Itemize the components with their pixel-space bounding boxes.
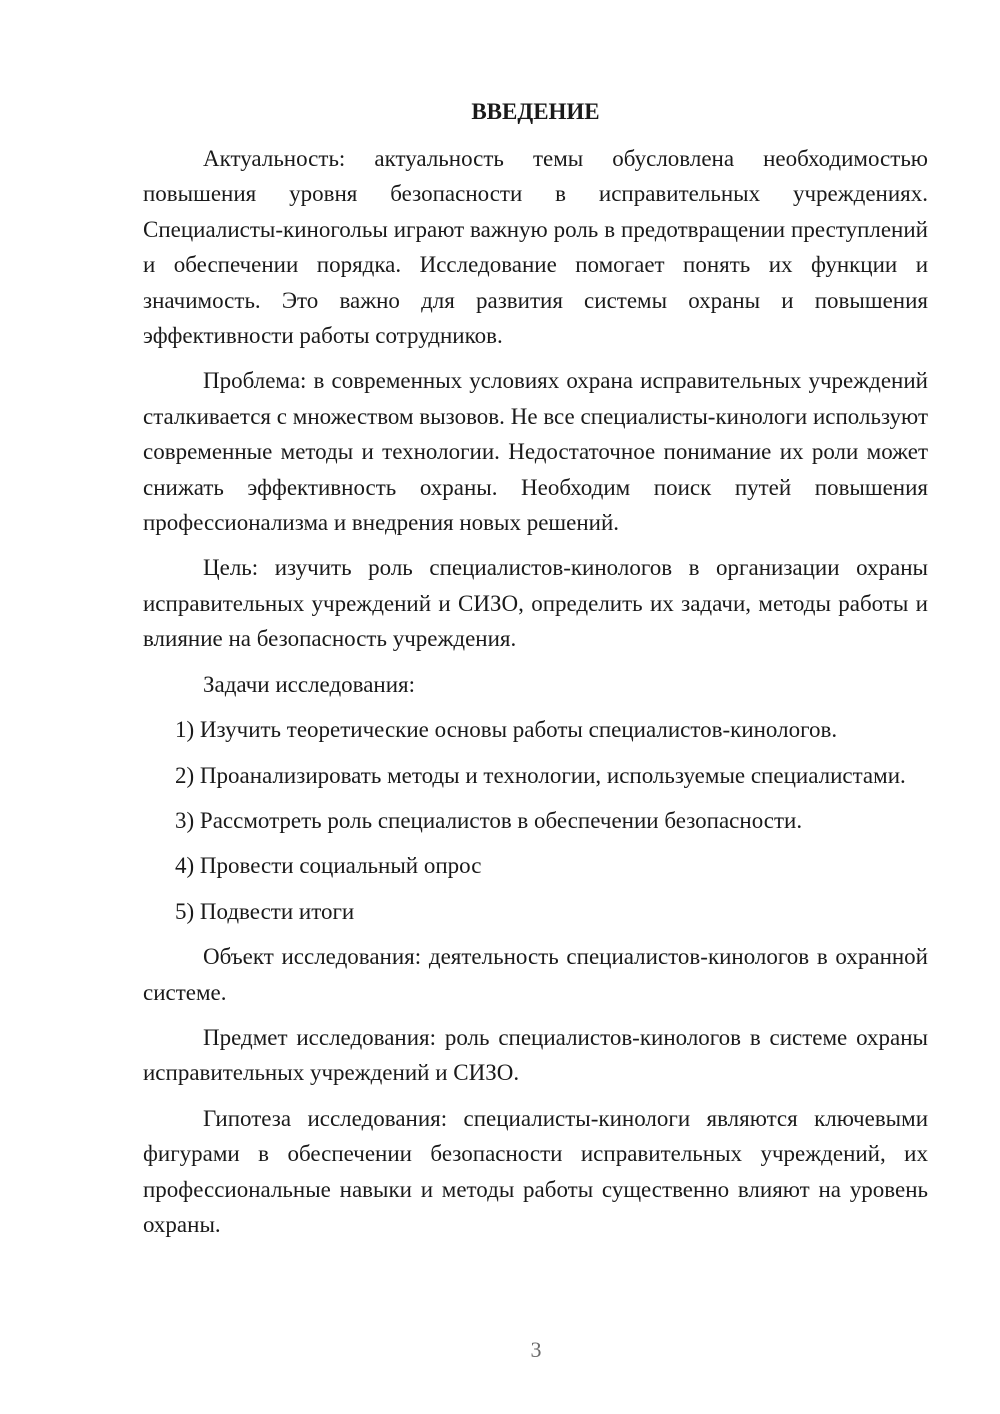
page-body xyxy=(143,94,928,1252)
task-item-4: 4) Провести социальный опрос xyxy=(175,853,482,879)
task-item-3: 3) Рассмотреть роль специалистов в обеспечении безопасности. xyxy=(175,807,803,833)
paragraph-goal: Цель: изучить роль специалистов-кинологов в организации охраны исправительных учреждений и СИЗО, определить их задачи, методы работы и влияние на безопасность учреждения. xyxy=(143,555,928,652)
task-item-5: 5) Подвести итоги xyxy=(175,898,355,924)
page-number: 3 xyxy=(530,1337,542,1362)
paragraph-hypothesis: Гипотеза исследования: специалисты-кинологи являются ключевыми фигурами в обеспечении безопасности исправительных учреждений, их профессиональные навыки и методы работы существенно влияют на уровень охраны. xyxy=(143,1105,928,1237)
paragraph-object: Объект исследования: деятельность специалистов-кинологов в охранной системе. xyxy=(143,944,928,1005)
section-title: ВВЕДЕНИЕ xyxy=(471,99,600,124)
paragraph-relevance: Актуальность: актуальность темы обусловлена необходимостью повышения уровня безопасности в исправительных учреждениях. Специалисты-киногольы играют важную роль в предотвращении преступлений и обеспечении порядка. Исследование помогает понять их функции и значимость. Это важно для развития системы охраны и повышения эффективности работы сотрудников. xyxy=(143,146,928,349)
task-item-2: 2) Проанализировать методы и технологии, используемые специалистами. xyxy=(175,762,906,788)
paragraph-tasks-heading: Задачи исследования: xyxy=(203,671,416,697)
paragraph-subject: Предмет исследования: роль специалистов-кинологов в системе охраны исправительных учреждений и СИЗО. xyxy=(143,1024,928,1086)
task-item-1: 1) Изучить теоретические основы работы специалистов-кинологов. xyxy=(175,717,838,743)
paragraph-problem: Проблема: в современных условиях охрана исправительных учреждений сталкивается с множеством вызовов. Не все специалисты-кинологи используют современные методы и технологии. Недостаточное понимание их роли может снижать эффективность охраны. Необходим поиск путей повышения профессионализма и внедрения новых решений. xyxy=(143,368,928,536)
